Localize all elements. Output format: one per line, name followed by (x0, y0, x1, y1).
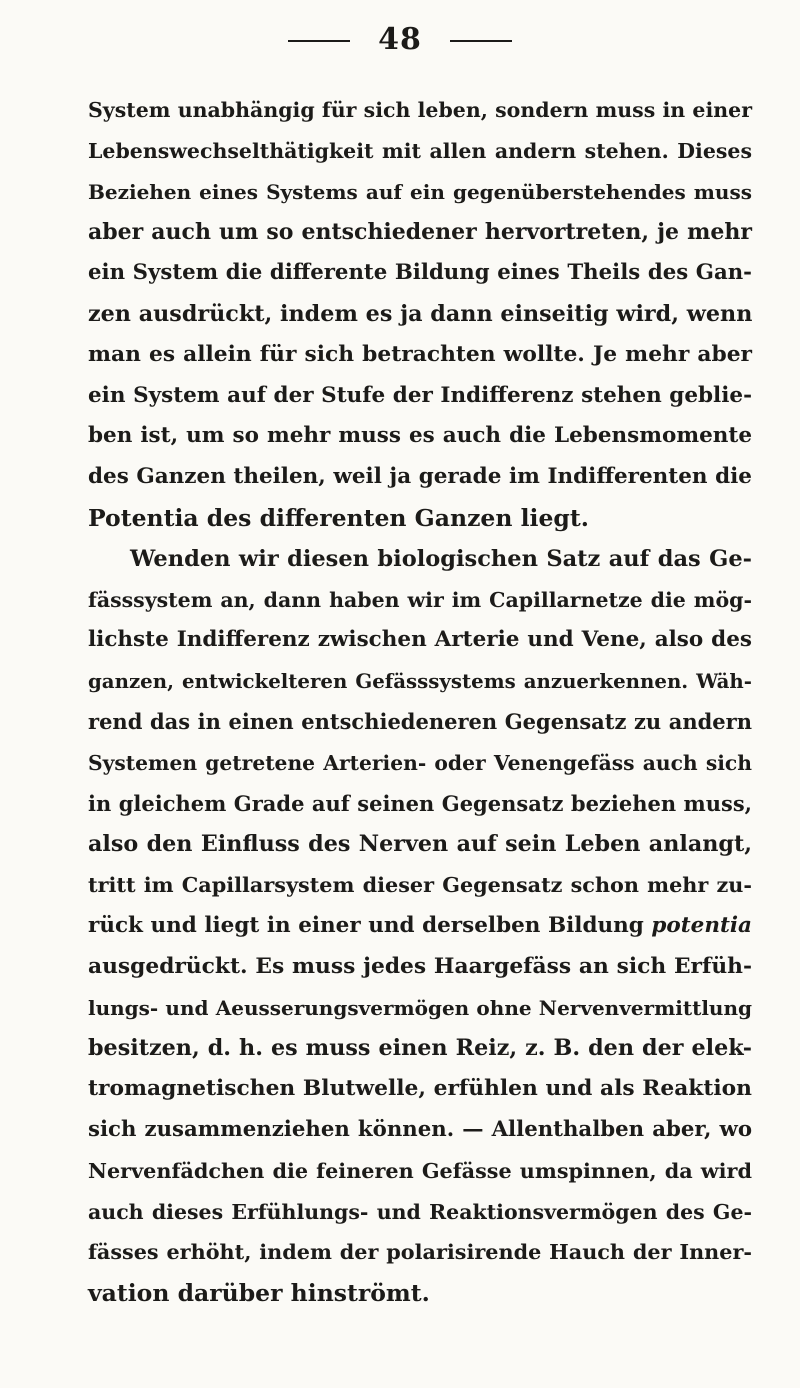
text-line: rend das in einen entschiedeneren Gegensatz zu andern (88, 708, 752, 734)
text-line: auch dieses Erfühlungs- und Reaktionsvermögen des Ge- (88, 1199, 752, 1224)
text-line: aber auch um so entschiedener hervortreten, je mehr (88, 219, 752, 246)
text-line: ausgedrückt. Es muss jedes Haargefäss an sich Erfüh- (88, 953, 752, 979)
text-line: fässes erhöht, indem der polarisirende Hauch der Inner- (88, 1240, 752, 1265)
text-line: besitzen, d. h. es muss einen Reiz, z. B. den der elek- (88, 1035, 752, 1062)
text-line: man es allein für sich betrachten wollte. Je mehr aber (88, 341, 752, 367)
page-header (0, 22, 800, 57)
text-line: lungs- und Aeusserungsvermögen ohne Nervenvermittlung (88, 995, 752, 1020)
paragraph-start-line: Wenden wir diesen biologischen Satz auf das Ge- (130, 545, 752, 572)
page-number: 48 (378, 22, 422, 57)
text-line: zen ausdrückt, indem es ja dann einseitig wird, wenn (88, 300, 753, 327)
italic-word: potentia (651, 912, 752, 938)
text-line: tromagnetischen Blutwelle, erfühlen und als Reaktion (88, 1076, 752, 1102)
text-line: Systemen getretene Arterien- oder Venengefäss auch sich (88, 750, 752, 775)
body-text (88, 90, 752, 1314)
text-line: Lebenswechselthätigkeit mit allen andern stehen. Dieses (88, 138, 752, 163)
text-line: ein System die differente Bildung eines Theils des Gan- (88, 260, 752, 286)
text-line: Nervenfädchen die feineren Gefässe umspinnen, da wird (88, 1158, 752, 1183)
text-line: ganzen, entwickelteren Gefässsystems anzuerkennen. Wäh- (88, 669, 752, 694)
text-line: des Ganzen theilen, weil ja gerade im Indifferenten die (88, 464, 752, 490)
text-line: tritt im Capillarsystem dieser Gegensatz schon mehr zu- (88, 873, 752, 898)
text-line-with-italic (88, 906, 752, 947)
text-line: in gleichem Grade auf seinen Gegensatz beziehen muss, (88, 790, 752, 816)
text-line: lichste Indifferenz zwischen Arterie und Vene, also des (88, 627, 752, 653)
text-segment: rück und liegt in einer und derselben Bildung (88, 912, 652, 938)
text-line: Beziehen eines Systems auf ein gegenüberstehendes muss (88, 179, 752, 204)
text-line: ein System auf der Stufe der Indifferenz stehen geblie- (88, 382, 752, 408)
text-line: ben ist, um so mehr muss es auch die Lebensmomente (88, 423, 752, 449)
text-line: fässsystem an, dann haben wir im Capillarnetze die mög- (88, 587, 752, 612)
text-line: also den Einfluss des Nerven auf sein Leben anlangt, (88, 831, 752, 858)
paragraph-end-line: Potentia des differenten Ganzen liegt. (88, 503, 589, 532)
text-line: sich zusammenziehen können. — Allenthalben aber, wo (88, 1116, 752, 1142)
header-rule-left (288, 40, 350, 42)
header-rule-right (450, 40, 512, 42)
paragraph-end-line: vation darüber hinströmt. (88, 1279, 430, 1308)
text-line: System unabhängig für sich leben, sondern muss in einer (88, 98, 752, 122)
